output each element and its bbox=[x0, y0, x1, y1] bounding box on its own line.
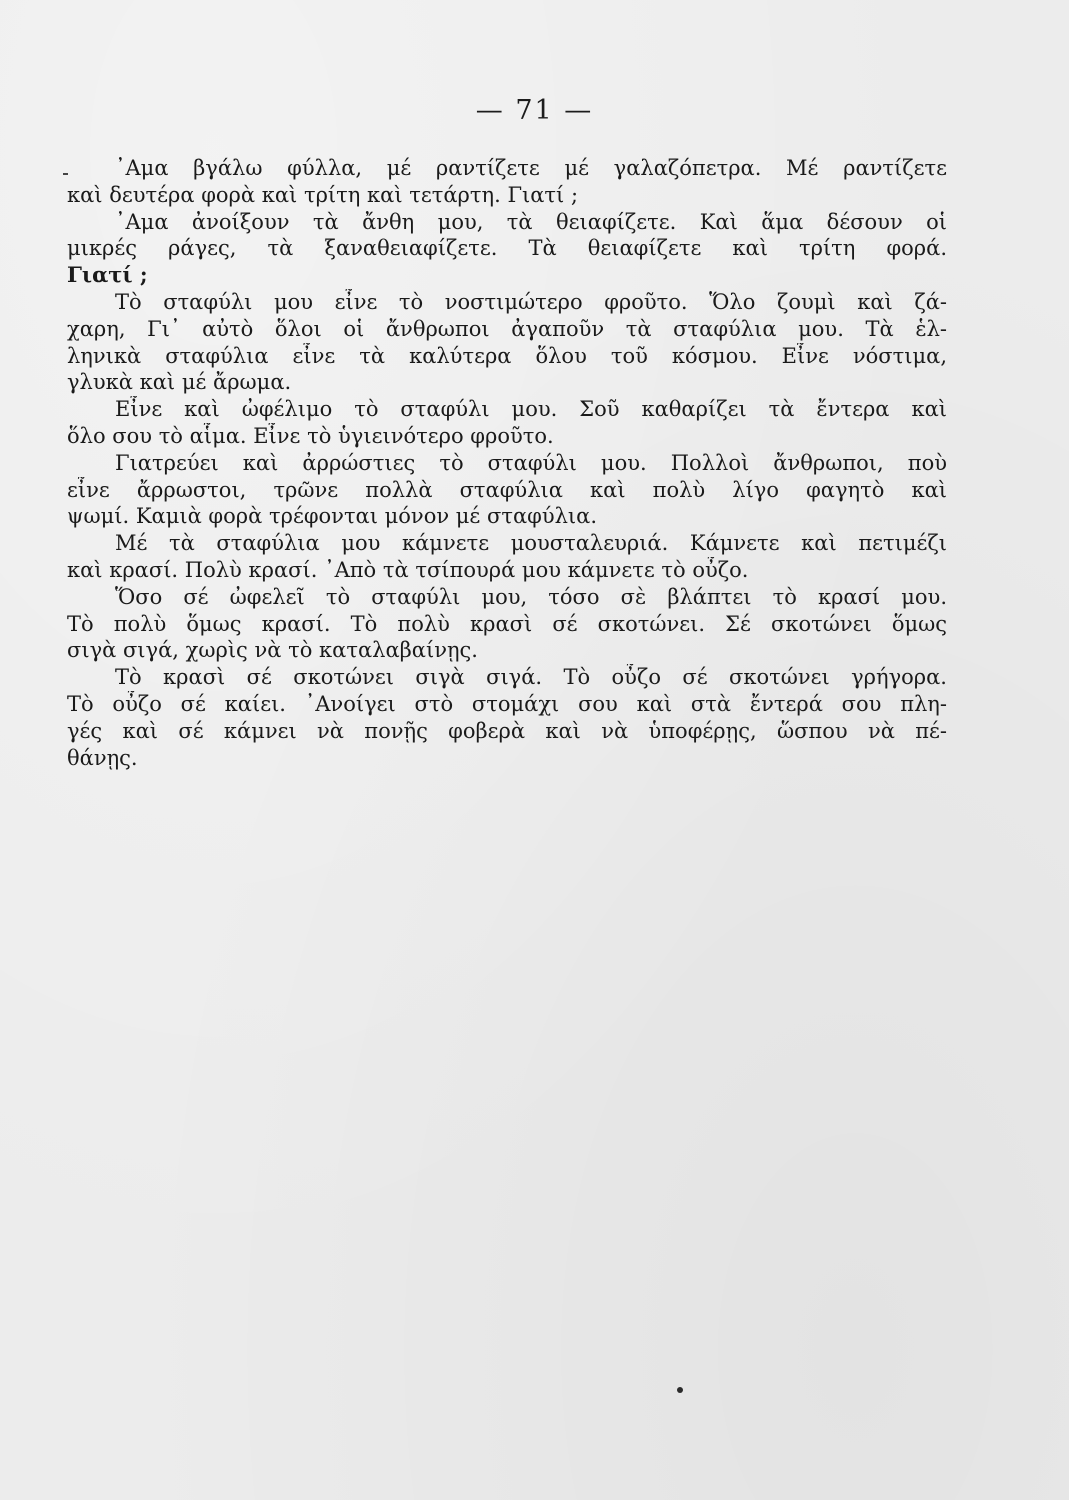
text-line: ᾿Αμα βγάλω φύλλα, μέ ραντίζετε μέ γαλαζόπετρα. Μέ ραντίζετε bbox=[115, 156, 947, 180]
text-line: γές καὶ σέ κάμνει νὰ πονῇς φοβερὰ καὶ νὰ ὑποφέρῃς, ὥσπου νὰ πέ- bbox=[67, 718, 947, 743]
text-line: εἶνε ἄρρωστοι, τρῶνε πολλὰ σταφύλια καὶ πολὺ λίγο φαγητὸ καὶ bbox=[67, 477, 947, 502]
text-line: θάνῃς. bbox=[67, 745, 138, 770]
body-text bbox=[67, 155, 947, 771]
text-line: Τὸ οὖζο σέ καίει. ᾿Ανοίγει στὸ στομάχι σου καὶ στὰ ἔντερά σου πλη- bbox=[67, 691, 947, 716]
text-line: Γιατρεύει καὶ ἀρρώστιες τὸ σταφύλι μου. Πολλοὶ ἄνθρωποι, ποὺ bbox=[115, 450, 947, 475]
page-number: — 71 — bbox=[475, 95, 594, 126]
text-line: χαρη, Γι᾿ αὐτὸ ὅλοι οἱ ἄνθρωποι ἀγαποῦν τὰ σταφύλια μου. Τὰ ἑλ- bbox=[67, 316, 947, 341]
text-line: Μέ τὰ σταφύλια μου κάμνετε μουσταλευριά. Κάμνετε καὶ πετιμέζι bbox=[115, 531, 947, 556]
text-line: ψωμί. Καμιὰ φορὰ τρέφονται μόνον μέ σταφύλια. bbox=[67, 504, 597, 529]
text-line: Τὸ σταφύλι μου εἶνε τὸ νοστιμώτερο φροῦτο. Ὅλο ζουμὶ καὶ ζά- bbox=[115, 289, 947, 314]
text-line: Τὸ κρασὶ σέ σκοτώνει σιγὰ σιγά. Τὸ οὖζο σέ σκοτώνει γρήγορα. bbox=[115, 665, 947, 690]
text-line: ᾿Αμα ἀνοίξουν τὰ ἄνθη μου, τὰ θειαφίζετε. Καὶ ἅμα δέσουν οἱ bbox=[115, 209, 947, 234]
text-line: σιγὰ σιγά, χωρὶς νὰ τὸ καταλαβαίνῃς. bbox=[67, 638, 478, 663]
text-line: Τὸ πολὺ ὅμως κρασί. Τὸ πολὺ κρασὶ σέ σκοτώνει. Σέ σκοτώνει ὅμως bbox=[67, 611, 947, 636]
text-line: μικρές ράγες, τὰ ξαναθειαφίζετε. Τὰ θειαφίζετε καὶ τρίτη φορά. bbox=[67, 236, 947, 261]
text-line: καὶ κρασί. Πολὺ κρασί. ᾿Απὸ τὰ τσίπουρά μου κάμνετε τὸ οὖζο. bbox=[67, 557, 749, 582]
text-line: Γιατί ; bbox=[67, 262, 148, 288]
text-line: ληνικὰ σταφύλια εἶνε τὰ καλύτερα ὅλου τοῦ κόσμου. Εἶνε νόστιμα, bbox=[67, 343, 947, 368]
text-line: Ὅσο σέ ὠφελεῖ τὸ σταφύλι μου, τόσο σὲ βλάπτει τὸ κρασί μου. bbox=[115, 584, 947, 609]
text-line: ὅλο σου τὸ αἷμα. Εἶνε τὸ ὑγιεινότερο φροῦτο. bbox=[67, 423, 554, 448]
text-line: καὶ δευτέρα φορὰ καὶ τρίτη καὶ τετάρτη. Γιατί ; bbox=[67, 182, 579, 207]
text-line: γλυκὰ καὶ μέ ἄρωμα. bbox=[67, 370, 292, 395]
ink-speck bbox=[677, 1387, 683, 1393]
text-line: Εἶνε καὶ ὠφέλιμο τὸ σταφύλι μου. Σοῦ καθαρίζει τὰ ἔντερα καὶ bbox=[115, 397, 947, 422]
